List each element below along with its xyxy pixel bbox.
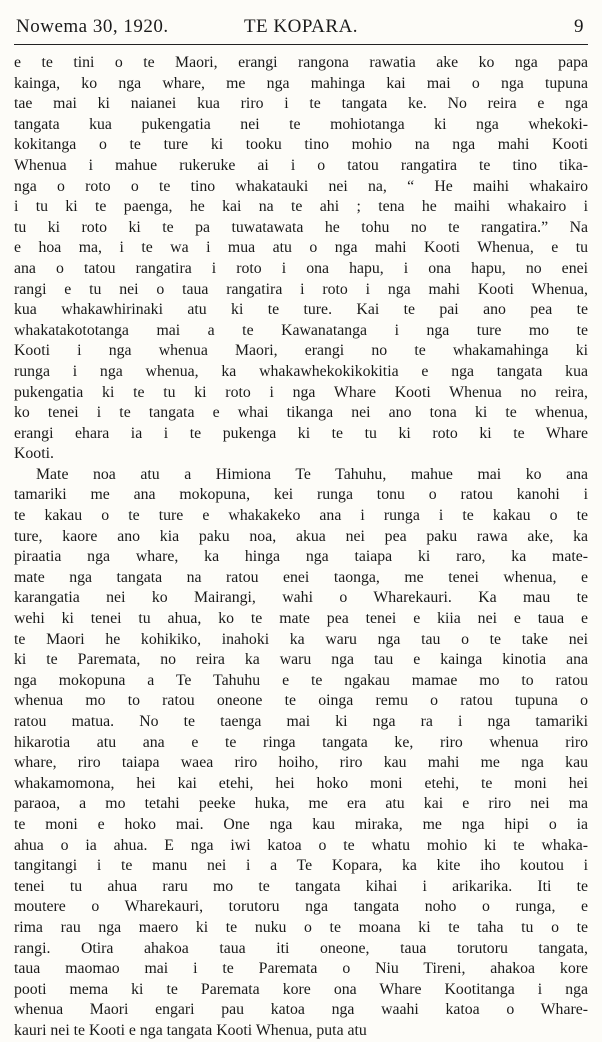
text-line: ko tenei i te tangata e whai tikanga nei ano tona ki te whenua,	[14, 404, 588, 422]
text-line: tangitangi i te manu nei i a Te Kopara, ka kite iho koutou i	[14, 857, 588, 875]
text-line: runga i nga whenua, ka whakawhekokikokitia e nga tangata kua	[14, 362, 588, 380]
text-line: ahua o ia ahua. E nga iwi katoa o te whatu mohio ki te whaka-	[14, 836, 588, 854]
text-line: kua whakawhirinaki atu ki te ture. Kai te pai ano pea te	[14, 301, 588, 319]
text-line: ana o tatou rangatira i roto i ona hapu, i ona hapu, no enei	[14, 259, 588, 277]
text-line: taua maomao mai i te Paremata o Niu Tireni, ahakoa kore	[14, 960, 588, 978]
text-line: kainga, ko nga whare, me nga mahinga kai mai o nga tupuna	[14, 74, 588, 92]
text-line: wehi ki tenei tu ahua, ko te mate pea tenei e kiia nei e taua e	[14, 610, 588, 628]
text-line: tamariki me ana mokopuna, kei runga tonu o ratou kanohi i	[14, 486, 588, 504]
text-line: te Maori he kohikiko, inahoki ka waru nga tau o te take nei	[14, 630, 588, 648]
text-line: pooti mema ki te Paremata kore ona Whare Kootitanga i nga	[14, 980, 588, 998]
text-line: whare, riro taiapa waea riro hoiho, riro kau mahi me nga kau	[14, 754, 588, 772]
text-line: Whenua i mahue rukeruke ai i o tatou rangatira te tino tika-	[14, 156, 588, 174]
text-line: whakatakototanga mai a te Kawanatanga i nga ture mo te	[14, 321, 588, 339]
text-line: rangi. Otira ahakoa taua iti oneone, taua torutoru tangata,	[14, 939, 588, 957]
text-line: paraoa, a mo tetahi peeke huka, me era atu kai e riro nei ma	[14, 795, 588, 813]
text-line: ki te Paremata, no reira ka waru nga tau e kainga kinotia ana	[14, 651, 588, 669]
text-line: ratou matua. No te taenga mai ki nga ra i nga tamariki	[14, 713, 588, 730]
text-line: Kooti i nga whenua Maori, erangi no te whakamahinga ki	[14, 342, 588, 360]
publication-title: TE KOPARA.	[243, 16, 359, 37]
text-line: e te tini o te Maori, erangi rangona rawatia ake ko nga papa	[14, 54, 588, 71]
text-line: rima rau nga maero ki te nuku o te moana ki te taha tu o te	[14, 918, 588, 936]
page-number: 9	[574, 16, 584, 37]
text-line: i tu ki te paenga, he kai na te ahi ; tena he maihi whakairo i	[14, 198, 588, 216]
text-line: tu ki roto ki te pa tuwatawata he tohu no te rangatira.” Na	[14, 218, 588, 236]
text-line: nga o roto o te tino whakatauki nei na, “ He maihi whakairo	[14, 177, 588, 195]
article-body	[14, 53, 588, 1042]
text-line: e hoa ma, i te wa i mua atu o nga mahi Kooti Whenua, e tu	[14, 239, 588, 257]
text-line: tangata kua pukengatia nei te mohiotanga ki nga whekoki-	[14, 115, 588, 133]
text-line: kokitanga o te ture ki tooku tino mohio na nga mahi Kooti	[14, 136, 588, 154]
text-line: rangi e tu nei o taua rangatira i roto i nga mahi Kooti Whenua,	[14, 280, 588, 298]
text-line: ture, kaore ano kia paku noa, akua nei pea paku rawa ake, ka	[14, 527, 588, 545]
page-header	[14, 0, 588, 45]
text-line: tenei tu ahua raru mo te tangata kihai i arikarika. Iti te	[14, 877, 588, 895]
text-line: tae mai ki naianei kua riro i te tangata ke. No reira e nga	[14, 95, 588, 113]
text-line: te moni e hoko mai. One nga kau miraka, me nga hipi o ia	[14, 815, 588, 833]
text-line: whakamomona, hei kai etehi, hei hoko moni etehi, te moni hei	[14, 774, 588, 792]
text-line: pukengatia ki te tu ki roto i nga Whare Kooti Whenua no reira,	[14, 383, 588, 401]
text-line: hikarotia atu ana e te ringa tangata ke, riro whenua riro	[14, 733, 588, 751]
text-line: Kooti.	[14, 445, 54, 463]
text-line: whenua Maori engari pau katoa nga waahi katoa o Whare-	[14, 1001, 588, 1019]
text-line: te kakau o te ture e whakakeko ana i runga i te kakau o te	[14, 507, 588, 525]
text-line: moutere o Wharekauri, torutoru nga tangata noho o runga, e	[14, 898, 588, 916]
text-line: karangatia nei ko Mairangi, wahi o Wharekauri. Ka mau te	[14, 589, 588, 607]
text-line: nga mokopuna a Te Tahuhu e te ngakau mamae mo to ratou	[14, 671, 588, 689]
text-line: Mate noa atu a Himiona Te Tahuhu, mahue mai ko ana	[36, 465, 588, 483]
text-line: erangi ehara ia i te pukenga ki te tu ki roto ki te Whare	[14, 424, 588, 442]
text-line: mate nga tangata na ratou enei taonga, me tenei whenua, e	[14, 568, 588, 586]
text-line: whenua mo to ratou oneone te oinga remu o ratou tupuna o	[14, 692, 588, 710]
text-line: piraatia nga whare, ka hinga nga taiapa ki raro, ka mate-	[14, 548, 588, 566]
issue-date: Nowema 30, 1920.	[16, 16, 169, 37]
text-line: kauri nei te Kooti e nga tangata Kooti Whenua, puta atu	[14, 1021, 367, 1039]
